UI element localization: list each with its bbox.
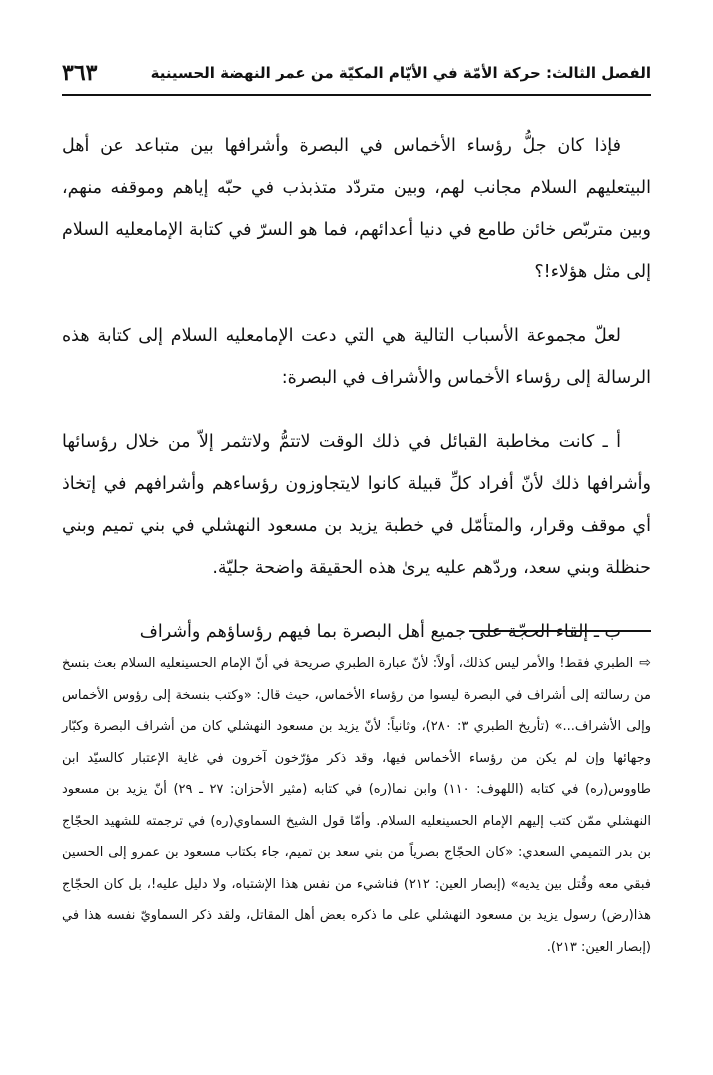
paragraph: ب ـ إلقاء الحجّة على جميع أهل البصرة بما فيهم رؤساؤهم وأشراف	[139, 622, 621, 642]
page-number: ٣٦٣	[62, 60, 98, 86]
paragraph: أ ـ كانت مخاطبة القبائل في ذلك الوقت لاتتمُّ ولاتثمر إلاّ من خلال رؤسائها وأشرافها ذلك لأنّ أفراد كلِّ قبيلة كانوا لايتجاوزون رؤساءهم وأشرافهم في إتخاذ أي موقف وقرار، والمتأمّل في خطبة يزيد بن مسعود النهشلي في بني تميم وبني حنظلة وبني سعد، وردّهم عليه يرىٰ هذه الحقيقة واضحة جليّة.	[62, 432, 651, 578]
continuation-arrow-icon: ⇨	[639, 655, 651, 671]
footnote	[62, 648, 651, 963]
footnotes	[62, 648, 651, 963]
paragraph: فإذا كان جلُّ رؤساء الأخماس في البصرة وأشرافها بين متباعد عن أهل البيتعليهم السلام مجانب لهم، وبين متردّد متذبذب في حبّه إياهم وموقفه منهم، وبين متربّص خائن طامع في دنيا أعدائهم، فما هو السرّ في كتابة الإمامعليه السلام إلى مثل هؤلاء!؟	[62, 136, 651, 282]
running-title: الفصل الثالث: حركة الأمّة في الأيّام المكيّة من عمر النهضة الحسينية	[150, 64, 651, 82]
header-divider	[62, 94, 651, 96]
footnote-divider	[469, 630, 651, 632]
paragraph: لعلّ مجموعة الأسباب التالية هي التي دعت الإمامعليه السلام إلى كتابة هذه الرسالة إلى رؤساء الأخماس والأشراف في البصرة:	[62, 326, 651, 388]
main-text	[62, 125, 651, 675]
footnote-text: الطبري فقط! والأمر ليس كذلك، أولاً: لأنّ عبارة الطبري صريحة في أنّ الإمام الحسينعليه السلام بعث بنسخ من رسالته إلى أشراف في البصرة ليسوا من رؤساء الأخماس، حيث قال: «وكتب بنسخة إلى رؤوس الأخماس وإلى الأشراف...» (تأريخ الطبري ٣: ٢٨٠)، وثانياً: لأنّ يزيد بن مسعود النهشلي كان من أشراف البصرة وكبّار وجهائها وإن لم يكن من رؤساء الأخماس فيها، وقد ذكر مؤرّخون آخرون في غاية الإعتبار كالسيّد ابن طاووس(ره) في كتابه (اللهوف: ١١٠) وابن نما(ره) في كتابه (مثير الأحزان: ٢٧ ـ ٢٩) أنّ يزيد بن مسعود النهشلي ممّن كتب إليهم الإمام الحسينعليه السلام. وأمّا قول الشيخ السماوي(ره) في ترجمته للشهيد الحجّاج بن بدر التميمي السعدي: «كان الحجّاج بصرياً من بني سعد بن تميم، جاء بكتاب مسعود بن عمرو إلى الحسين فبقي معه وقُتل بين يديه» (إبصار العين: ٢١٢) فناشيء من نفس هذا الإشتباه، ولا دليل عليه!، بل كان الحجّاج هذا(رض) رسول يزيد بن مسعود النهشلي على ما ذكره بعض أهل المقاتل، ولقد ذكر السماويّ نفسه هذا في (إبصار العين: ٢١٣).	[62, 656, 652, 955]
page-header	[62, 55, 651, 91]
